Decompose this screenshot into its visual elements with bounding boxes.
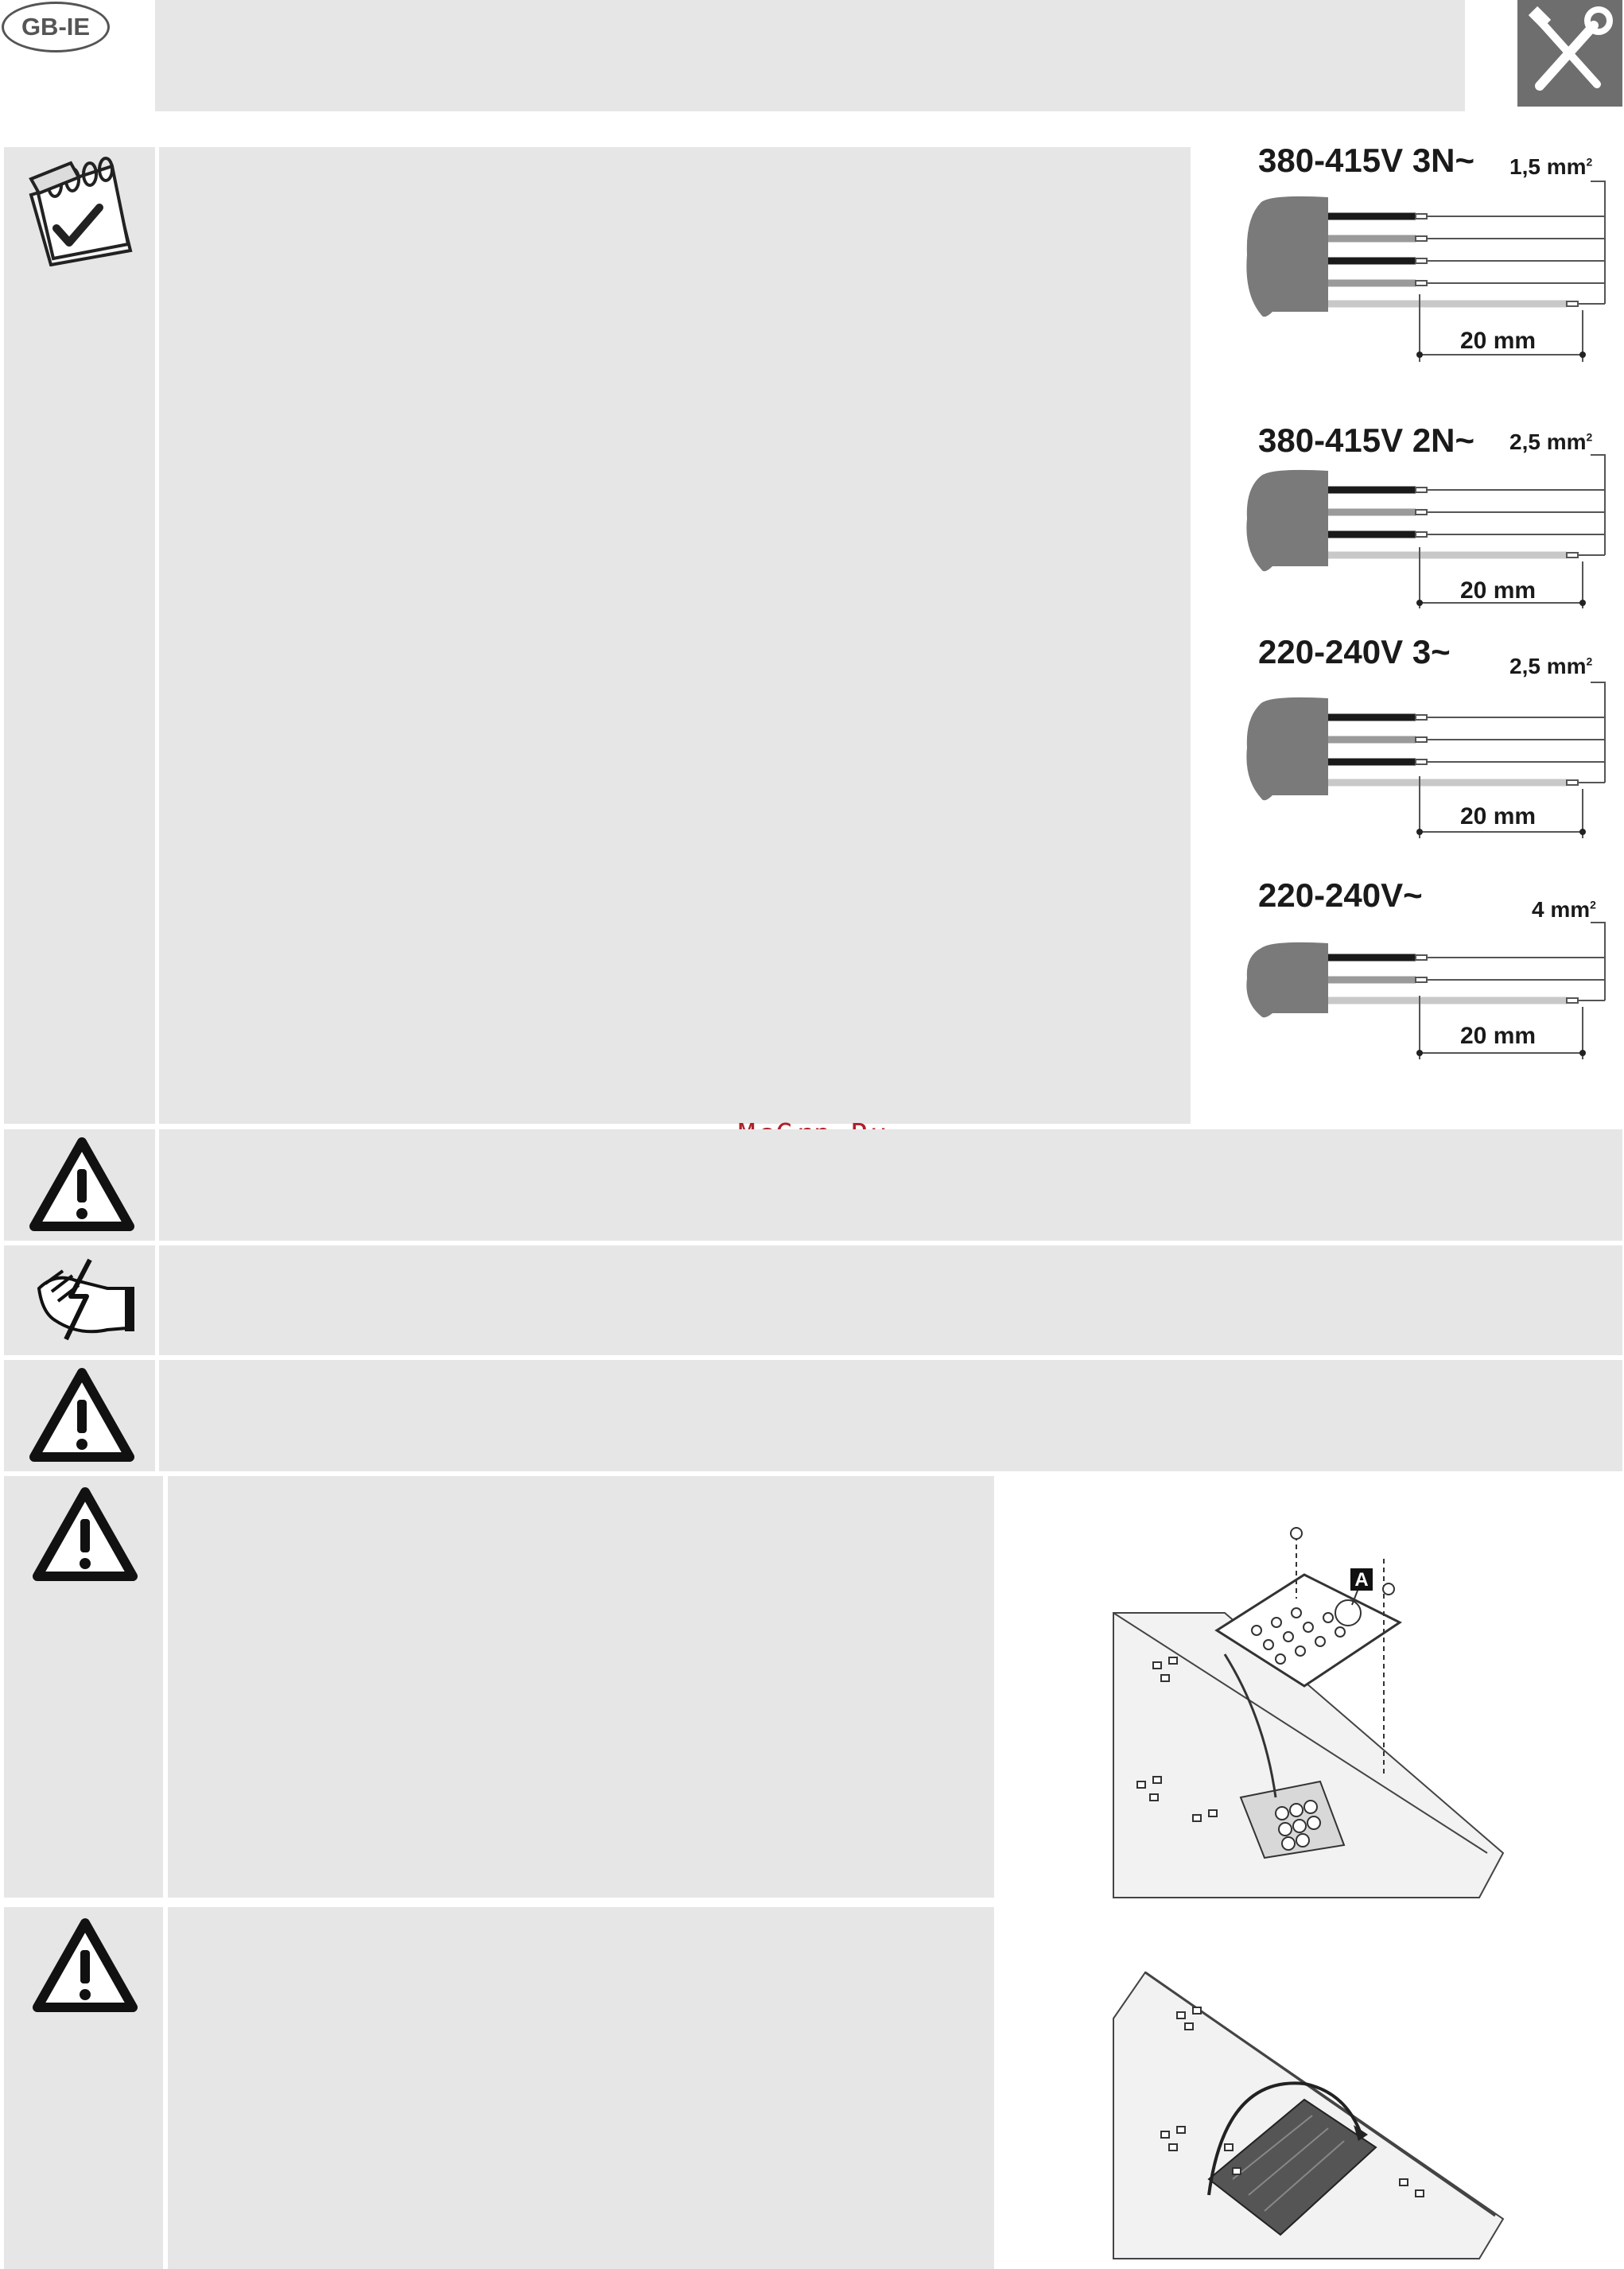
warning-triangle-icon bbox=[28, 1136, 136, 1234]
section-label-1: 1,5 $mm^2$ bbox=[1509, 154, 1593, 179]
section-label-4: 4 $mm^2$ bbox=[1532, 897, 1596, 922]
strip-length-4: 20 mm bbox=[1460, 1023, 1537, 1049]
voltage-label-4: 220-240V~ bbox=[1258, 876, 1423, 914]
board-removal-figure bbox=[1105, 1964, 1519, 2267]
notice-icon-cell-4 bbox=[4, 1476, 163, 1898]
notice-panel-5 bbox=[168, 1907, 994, 2269]
notice-panel-1 bbox=[159, 1129, 1622, 1241]
warning-triangle-icon bbox=[31, 1486, 139, 1584]
terminal-cover-label: A bbox=[1354, 1569, 1369, 1591]
electric-shock-hand-icon bbox=[31, 1257, 136, 1344]
section-label-3: 2,5 $mm^2$ bbox=[1509, 654, 1593, 678]
cable-diagram-4 bbox=[1241, 916, 1614, 1067]
warning-triangle-icon bbox=[28, 1366, 136, 1465]
voltage-label-3: 220-240V 3~ bbox=[1258, 633, 1451, 670]
notice-icon-cell-1 bbox=[4, 1129, 155, 1241]
wiring-icon-cell bbox=[4, 147, 155, 1124]
language-badge: GB-IE bbox=[2, 2, 110, 52]
header-bar bbox=[155, 0, 1465, 111]
notice-panel-2 bbox=[159, 1245, 1622, 1355]
notepad-check-icon bbox=[23, 155, 139, 266]
wiring-text-panel bbox=[159, 147, 1191, 1124]
notice-icon-cell-5 bbox=[4, 1907, 163, 2269]
strip-length-3: 20 mm bbox=[1460, 803, 1537, 830]
cable-diagram-2 bbox=[1241, 445, 1614, 612]
voltage-label-1: 380-415V 3N~ bbox=[1258, 142, 1475, 179]
strip-length-1: 20 mm bbox=[1460, 328, 1537, 354]
cable-diagram-3 bbox=[1241, 671, 1614, 846]
strip-length-2: 20 mm bbox=[1460, 577, 1537, 604]
section-label-2: 2,5 $mm^2$ bbox=[1509, 429, 1593, 454]
terminal-cover-figure bbox=[1105, 1511, 1519, 1901]
notice-panel-3 bbox=[159, 1360, 1622, 1471]
wrench-screwdriver-icon bbox=[1517, 0, 1622, 107]
cable-diagram-1 bbox=[1241, 175, 1614, 366]
voltage-label-2: 380-415V 2N~ bbox=[1258, 422, 1475, 459]
warning-triangle-icon bbox=[31, 1917, 139, 2015]
notice-icon-cell-3 bbox=[4, 1360, 155, 1471]
notice-icon-cell-2 bbox=[4, 1245, 155, 1355]
notice-panel-4 bbox=[168, 1476, 994, 1898]
